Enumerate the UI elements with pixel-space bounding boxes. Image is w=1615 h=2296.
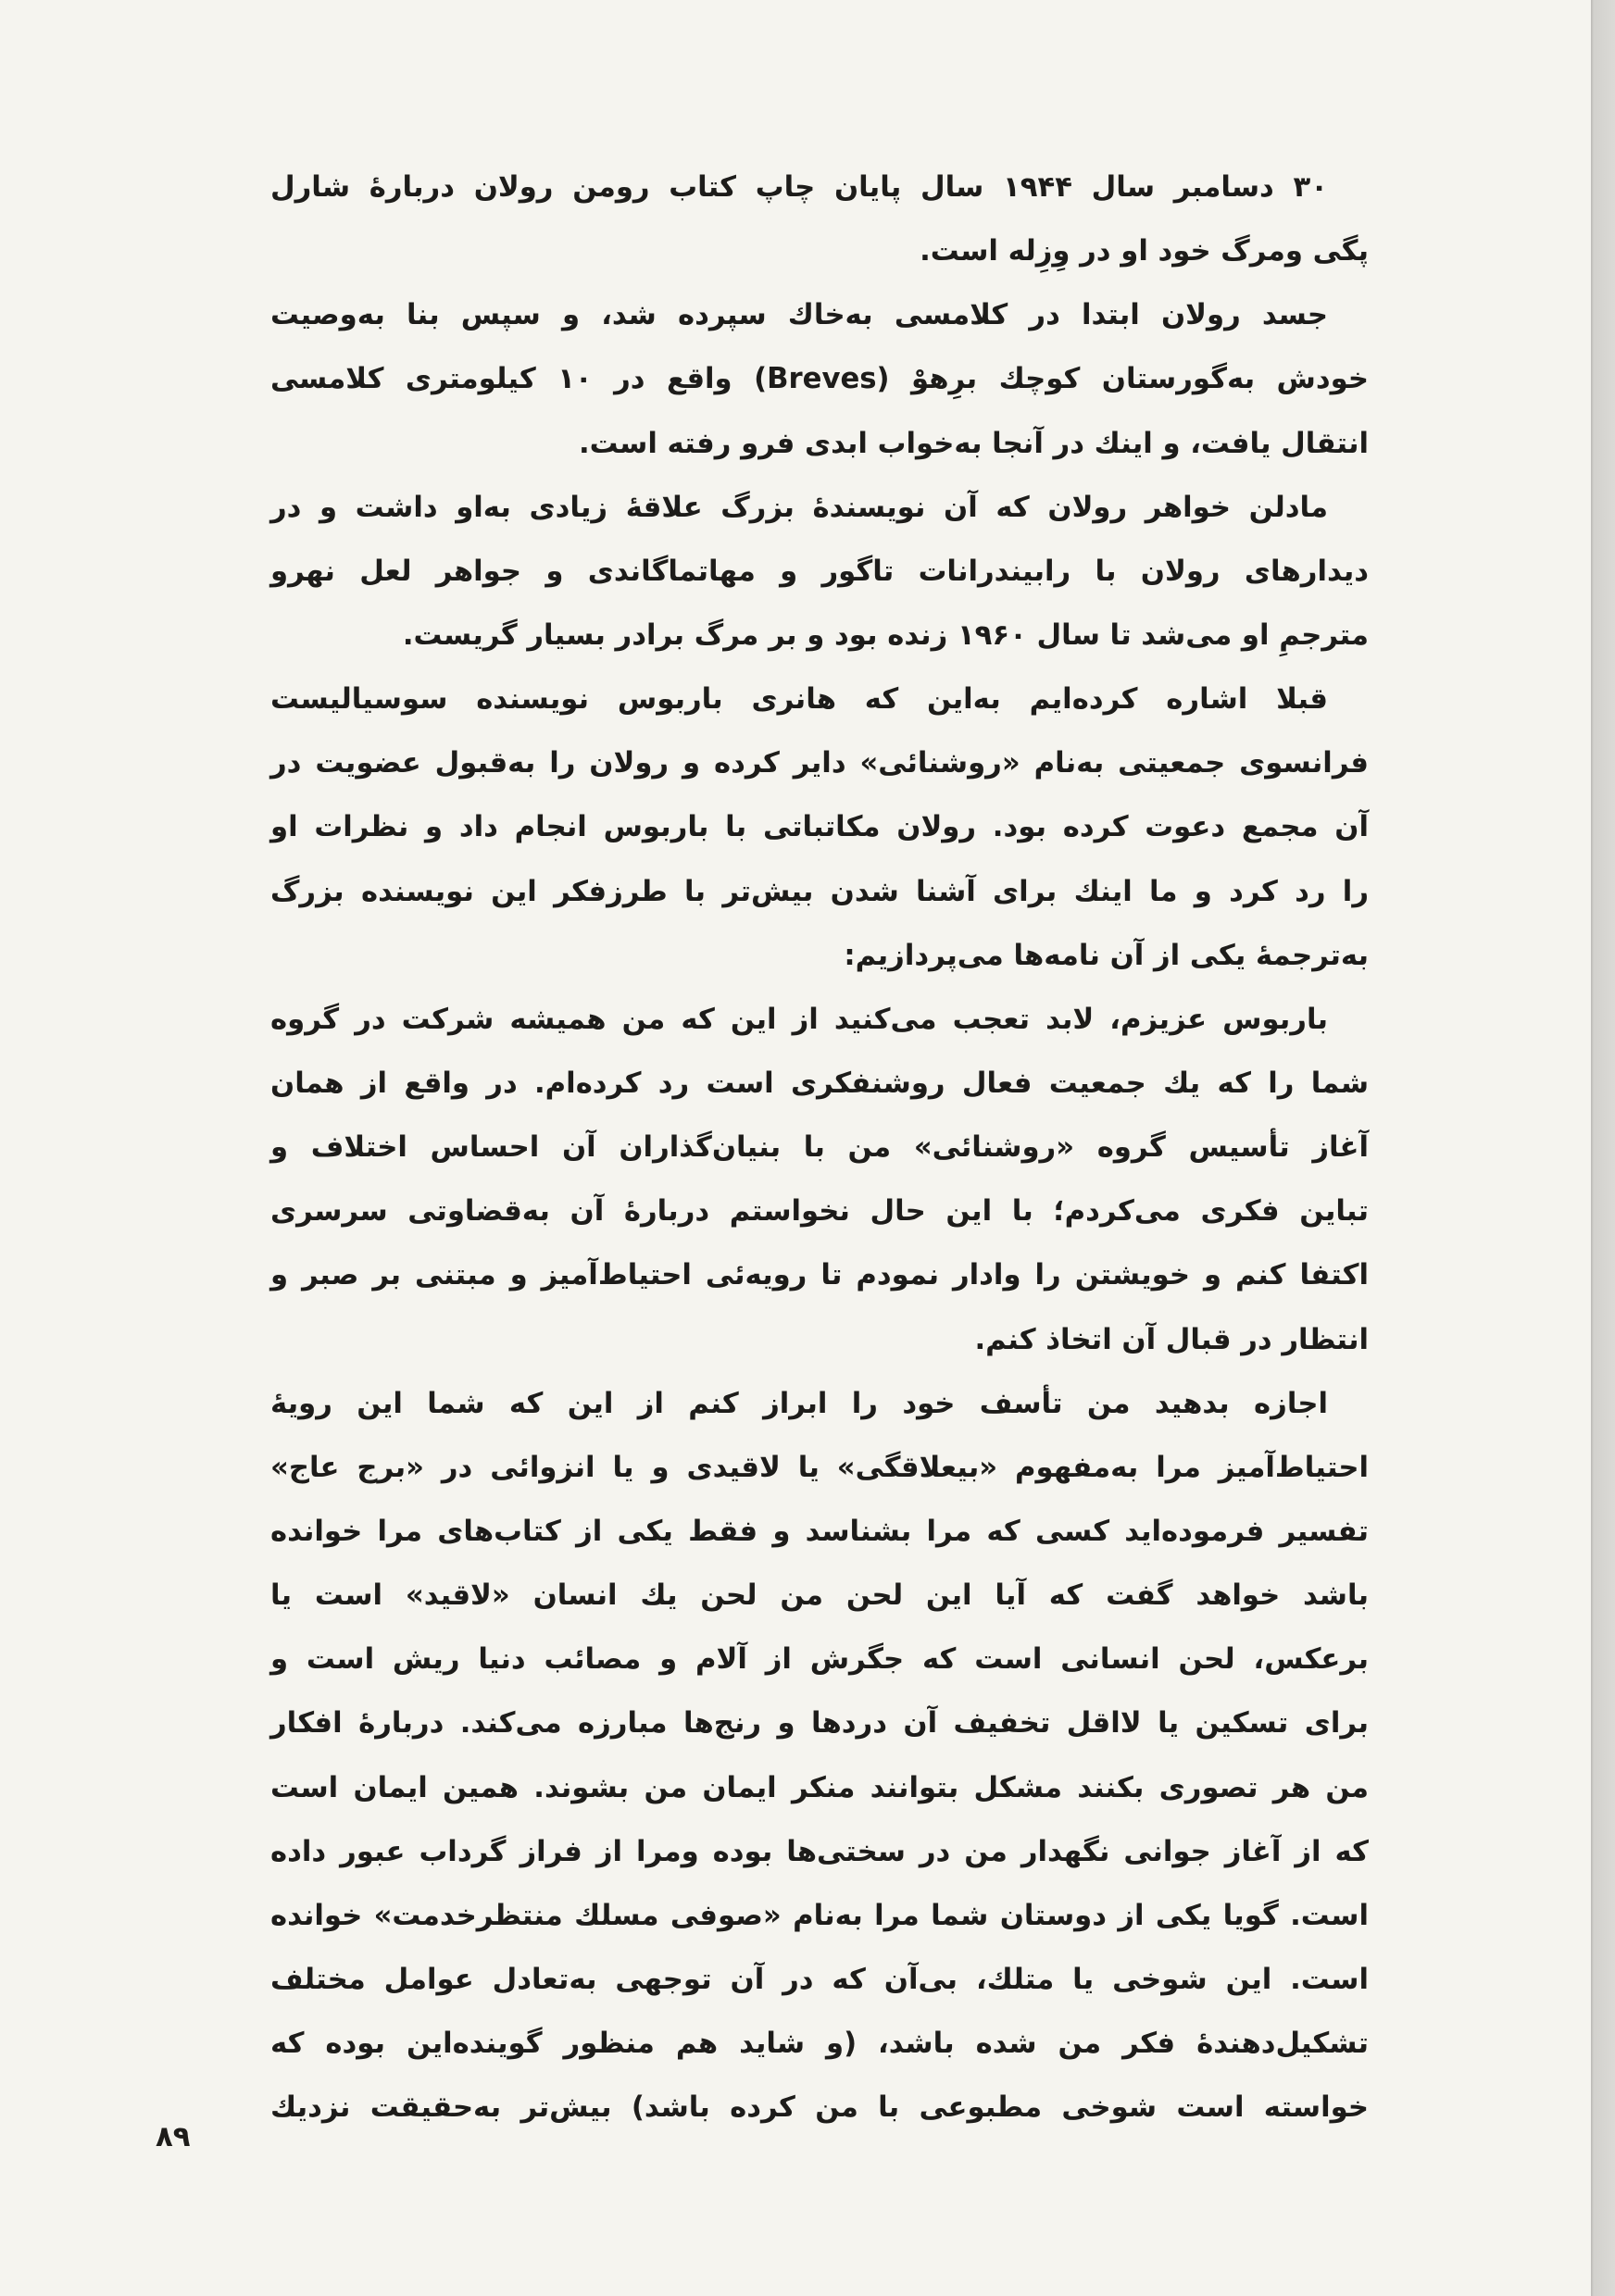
text-line: فرانسوی جمعیتی به‌نام «روشنائی» دایر کرده و رولان را به‌قبول عضویت در [270, 747, 1369, 780]
paragraph [270, 1372, 1369, 2140]
text-line: احتیاط‌آمیز مرا به‌مفهوم «بیعلاقگی» یا لاقیدی و یا انزوائی در «برج عاج» [270, 1451, 1369, 1484]
text-line: که از آغاز جوانی نگهدار من در سختی‌ها بوده ومرا از فراز گرداب عبور داده [270, 1835, 1369, 1868]
text-line: اجازه بدهید من تأسف خود را ابراز کنم از این که شما این رویهٔ [270, 1387, 1328, 1420]
text-line: است. این شوخی یا متلك، بی‌آن که در آن توجهی به‌تعادل عوامل مختلف [270, 1963, 1369, 1996]
text-line: پگی ومرگ خود او در وِزِله است. [920, 235, 1369, 268]
text-line: خواسته است شوخی مطبوعی با من کرده باشد) بیش‌تر به‌حقیقت نزدیك [270, 2091, 1369, 2125]
text-line: باشد خواهد گفت که آیا این لحن من لحن یك انسان «لاقید» است یا [270, 1579, 1369, 1613]
paragraph [270, 283, 1369, 475]
text-line: مادلن خواهر رولان که آن نویسندهٔ بزرگ علاقهٔ زیادی به‌او داشت و در [270, 491, 1328, 524]
text-line: اکتفا کنم و خویشتن را وادار نمودم تا رویه‌ئی احتیاط‌آمیز و مبتنی بر صبر و [270, 1259, 1369, 1292]
text-line: جسد رولان ابتدا در کلامسی به‌خاك سپرده شد، و سپس بنا به‌وصیت [270, 299, 1328, 332]
text-line: مترجمِ او می‌شد تا سال ۱۹۶۰ زنده بود و بر مرگ برادر بسیار گریست. [402, 618, 1369, 652]
text-line: انتقال یافت، و اینك در آنجا به‌خواب ابدی فرو رفته است. [579, 427, 1369, 460]
text-line: باربوس عزیزم، لابد تعجب می‌کنید از این که من همیشه شرکت در گروه [270, 1003, 1328, 1036]
text-line: آغاز تأسیس گروه «روشنائی» من با بنیان‌گذاران آن احساس اختلاف و [270, 1131, 1369, 1165]
text-line: ۳۰ دسامبر سال ۱۹۴۴ سال پایان چاپ کتاب رومن رولان دربارهٔ شارل [270, 171, 1328, 204]
text-line: را رد کرد و ما اینك برای آشنا شدن بیش‌تر با طرزفکر این نویسنده بزرگ [270, 875, 1369, 908]
text-line: انتظار در قبال آن اتخاذ کنم. [974, 1323, 1369, 1356]
paragraph [270, 988, 1369, 1372]
paragraph [270, 156, 1369, 283]
text-line: برای تسکین یا لااقل تخفیف آن دردها و رنج‌ها مبارزه می‌کند. دربارهٔ افکار [270, 1707, 1369, 1741]
page-edge [1591, 0, 1615, 2296]
text-line: شما را که یك جمعیت فعال روشنفکری است رد کرده‌ام. در واقع از همان [270, 1067, 1369, 1100]
page-number: ۸۹ [156, 2121, 191, 2153]
text-line: به‌ترجمهٔ یکی از آن نامه‌ها می‌پردازیم: [844, 939, 1369, 972]
paragraph [270, 668, 1369, 988]
text-line: تشکیل‌دهندهٔ فکر من شده باشد، (و شاید هم منظور گوینده‌این بوده که [270, 2028, 1369, 2061]
text-line: دیدارهای رولان با رابیندرانات تاگور و مهاتماگاندی و جواهر لعل نهرو [270, 555, 1369, 588]
text-line: آن مجمع دعوت کرده بود. رولان مکاتباتی با باربوس انجام داد و نظرات او [270, 811, 1369, 844]
text-line: من هر تصوری بکنند مشکل بتوانند منکر ایمان من بشوند. همین ایمان است [270, 1771, 1369, 1804]
text-line: قبلا اشاره کرده‌ایم به‌این که هانری باربوس نویسنده سوسیالیست [270, 683, 1328, 717]
paragraph [270, 476, 1369, 668]
page-text [270, 156, 1369, 2140]
text-line: است. گویا یکی از دوستان شما مرا به‌نام «صوفی مسلك منتظرخدمت» خوانده [270, 1899, 1369, 1932]
text-line: برعکس، لحن انسانی است که جگرش از آلام و مصائب دنیا ریش است و [270, 1643, 1369, 1677]
text-line: تباین فکری می‌کردم؛ با این حال نخواستم دربارهٔ آن به‌قضاوتی سرسری [270, 1195, 1369, 1229]
text-line: خودش به‌گورستان کوچك برِهوْ (Breves) واقع در ۱۰ کیلومتری کلامسی [270, 363, 1370, 396]
text-line: تفسیر فرموده‌اید کسی که مرا بشناسد و فقط یکی از کتاب‌های مرا خوانده [270, 1515, 1369, 1548]
